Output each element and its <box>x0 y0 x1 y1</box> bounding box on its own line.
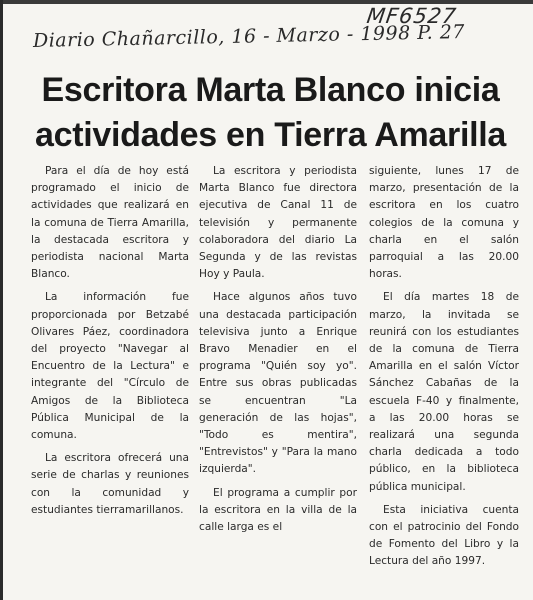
paragraph: El día martes 18 de marzo, la invitada se reunirá con los estudiantes de la comuna de Tierra Amarilla en el salón Víctor Sánchez Cabañas de la escuela F-40 y finalmente, a las 20.00 horas se realizará una segunda charla dedicada a todo público, en la biblioteca pública municipal. <box>369 291 519 493</box>
handwritten-source-note: Diario Chañarcillo, 16 - Marzo - 1998 P. 27 <box>32 20 466 52</box>
paragraph: El programa a cumplir por la escritora en la villa de la calle larga es el <box>199 486 357 534</box>
headline: Escritora Marta Blanco inicia actividades en Tierra Amarilla <box>34 71 507 154</box>
paragraph: Esta iniciativa cuenta con el patrocinio del Fondo de Fomento del Libro y la Lectura del año 1997. <box>369 503 519 568</box>
article-column-3 <box>369 163 519 577</box>
article-column-1 <box>31 163 189 525</box>
paragraph: Hace algunos años tuvo una destacada participación televisiva junto a Enrique Bravo Menadier en el programa "Quién soy yo". Entre sus obras publicadas se encuentran "La generación de las hojas", "Todo es mentira", "Entrevistos" y "Para la mano izquierda". <box>199 291 357 476</box>
paragraph: La escritora y periodista Marta Blanco fue directora ejecutiva de Canal 11 de televisión y permanente colaboradora del diario La Segunda y de las revistas Hoy y Paula. <box>199 165 357 281</box>
archive-code: MF6527 <box>365 4 459 28</box>
paragraph: Para el día de hoy está programado el inicio de actividades que realizará en la comuna de Tierra Amarilla, la destacada escritora y periodista nacional Marta Blanco. <box>31 165 189 281</box>
paragraph: La escritora ofrecerá una serie de charlas y reuniones con la comunidad y estudiantes tierramarillanos. <box>31 452 189 516</box>
article-column-2 <box>199 163 357 542</box>
paragraph: siguiente, lunes 17 de marzo, presentación de la escritora en los cuatro colegios de la comuna y charla en el salón parroquial a las 20.00 horas. <box>369 165 519 281</box>
paragraph: La información fue proporcionada por Betzabé Olivares Páez, coordinadora del proyecto "Navegar al Encuentro de la Lectura" e integrante del "Círculo de Amigos de la Biblioteca Pública Municipal de la comuna. <box>31 291 189 442</box>
